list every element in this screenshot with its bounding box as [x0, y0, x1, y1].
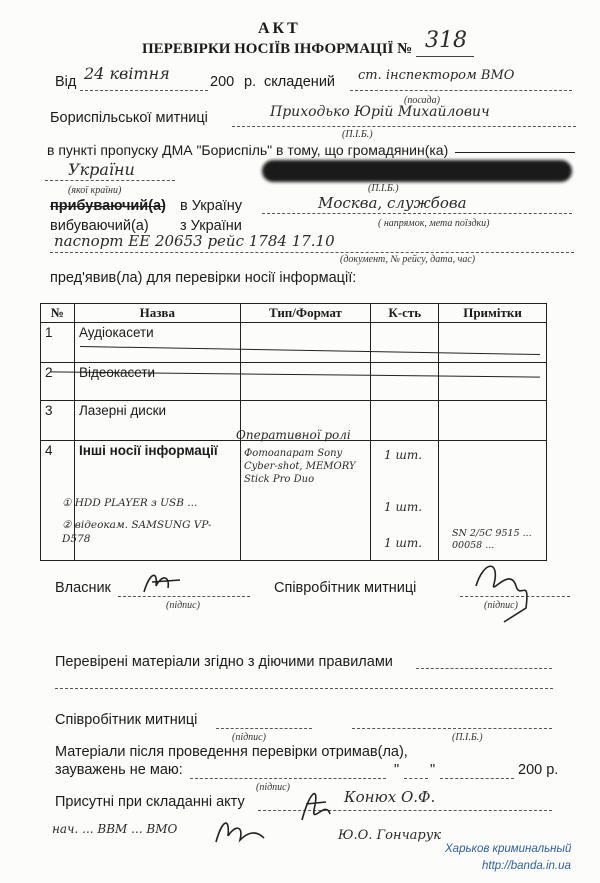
- watermark-title: Харьков криминальный: [445, 843, 572, 855]
- notes-handwritten: SN 2/5C 9515 ... 00058 ...: [452, 528, 532, 551]
- row-qty-cell: [371, 323, 439, 363]
- table-row: [41, 323, 547, 363]
- table-header-row: [41, 304, 547, 323]
- present-label: Присутні при складанні акту: [55, 794, 245, 810]
- row-name: Відеокасети: [74, 363, 240, 401]
- row-qty-cell: [371, 401, 439, 441]
- customs-label: Бориспільської митниці: [50, 110, 208, 126]
- country-line: [45, 180, 175, 181]
- row-number: 2: [41, 363, 75, 401]
- row4-format-handwritten: Фотоапарат Sony Cyber-shot, MEMORY Stick Pro Duo: [244, 448, 356, 485]
- quote-open: ": [394, 762, 400, 778]
- quantity-2-handwritten: 1 шт.: [384, 500, 423, 514]
- row-qty-cell: [371, 363, 439, 401]
- date-line: [80, 90, 208, 91]
- no-remarks-label: зауважень не маю:: [55, 762, 183, 778]
- officer-line: [232, 126, 576, 127]
- row3-format-handwritten: Оперативної ролі: [236, 428, 351, 442]
- document-caption: (документ, № рейсу, дата, час): [340, 254, 476, 265]
- present-signature-icon: [296, 780, 336, 830]
- officer-signature-icon: [470, 556, 540, 626]
- received-signature-line: [190, 778, 386, 779]
- position-caption: (посада): [404, 95, 440, 106]
- row-format-cell: [240, 323, 371, 363]
- quantity-1-handwritten: 1 шт.: [384, 448, 423, 462]
- compiled-label: складений: [264, 74, 336, 90]
- received-day-line: [404, 778, 428, 779]
- officer-label-2: Співробітник митниці: [55, 712, 198, 728]
- row-number: 4: [41, 441, 75, 561]
- quote-close: ": [430, 762, 436, 778]
- row-notes-cell: [439, 323, 547, 363]
- row-name: Лазерні диски: [74, 401, 240, 441]
- checkpoint-label: в пункті пропуску ДМА "Бориспіль" в тому, що громадянин(ка): [47, 142, 449, 158]
- received-month-line: [440, 778, 514, 779]
- received-label: Матеріали після проведення перевірки отримав(ла),: [55, 744, 408, 760]
- year-label: 200 р.: [518, 762, 559, 778]
- row-notes-cell: [439, 401, 547, 441]
- act-number-line: [416, 56, 474, 57]
- from-label: Від: [55, 74, 77, 90]
- position-line: [350, 90, 572, 91]
- owner-label: Власник: [55, 580, 111, 596]
- officer-name-caption: (П.І.Б.): [342, 129, 373, 140]
- year-suffix: р.: [244, 74, 257, 90]
- bottom-signature-icon: [210, 812, 270, 852]
- year-printed: 200: [210, 74, 235, 90]
- row-name: Інші носії інформації: [74, 441, 240, 561]
- owner-signature-caption: (підпис): [166, 600, 200, 611]
- redacted-citizen-name: [262, 160, 572, 182]
- row-number: 1: [41, 323, 75, 363]
- officer2-signature-line: [216, 728, 312, 729]
- row-notes-cell: [439, 363, 547, 401]
- table-row: [41, 363, 547, 401]
- checkpoint-strike: [455, 152, 575, 153]
- officer-signature-caption: (підпис): [484, 600, 518, 611]
- position-handwritten: ст. інспектором ВМО: [358, 68, 515, 83]
- checked-line-2: [55, 688, 553, 689]
- from-ukraine: з України: [180, 218, 242, 234]
- quantity-3-handwritten: 1 шт.: [384, 536, 423, 550]
- officer-handwritten: Приходько Юрій Михайлович: [270, 104, 490, 120]
- into-ukraine: в Україну: [180, 198, 243, 214]
- arriving-label: прибуваючий(а): [50, 198, 166, 214]
- row4-item1-handwritten: ① HDD PLAYER з USB ...: [62, 497, 198, 509]
- owner-signature-icon: [140, 566, 184, 596]
- bottom-left-handwritten: нач. ... ВВМ ... ВМО: [52, 822, 178, 836]
- country-caption: (якої країни): [68, 185, 122, 196]
- document-line: [50, 252, 574, 253]
- row-name: Аудіокасети: [74, 323, 240, 363]
- presented-label: пред'явив(ла) для перевірки носії інформації:: [50, 270, 357, 286]
- direction-caption: ( напрямок, мета поїздки): [378, 218, 490, 229]
- col-header-number: №: [41, 304, 75, 323]
- row-format-cell: [240, 363, 371, 401]
- officer-signature-label: Співробітник митниці: [274, 580, 417, 596]
- officer2-name-caption: (П.І.Б.): [452, 732, 483, 743]
- received-signature-caption: (підпис): [256, 782, 290, 793]
- date-handwritten: 24 квітня: [84, 64, 170, 83]
- present-handwritten-1: Конюх О.Ф.: [344, 788, 436, 806]
- col-header-name: Назва: [74, 304, 240, 323]
- direction-handwritten: Москва, службова: [318, 194, 467, 212]
- act-number: 318: [425, 28, 467, 53]
- watermark-link[interactable]: http://banda.in.ua: [482, 860, 571, 872]
- row-number: 3: [41, 401, 75, 441]
- direction-line: [262, 213, 572, 214]
- owner-signature-line: [118, 596, 250, 597]
- col-header-quantity: К-сть: [371, 304, 439, 323]
- present-handwritten-2: Ю.О. Гончарук: [338, 828, 442, 843]
- act-subtitle: ПЕРЕВІРКИ НОСІЇВ ІНФОРМАЦІЇ №: [142, 41, 413, 57]
- officer2-signature-caption: (підпис): [232, 732, 266, 743]
- departing-label: вибуваючий(а): [50, 218, 149, 234]
- checked-label: Перевірені матеріали згідно з діючими правилами: [55, 654, 393, 670]
- officer2-name-line: [352, 728, 552, 729]
- col-header-format: Тип/Формат: [240, 304, 371, 323]
- act-title: АКТ: [258, 20, 301, 37]
- col-header-notes: Примітки: [439, 304, 547, 323]
- citizen-name-caption: (П.І.Б.): [368, 183, 399, 194]
- row4-item2-handwritten: ② відеокам. SAMSUNG VP-D578: [62, 519, 212, 545]
- checked-line: [416, 668, 552, 669]
- document-handwritten: паспорт ЕЕ 20653 рейс 1784 17.10: [54, 232, 335, 250]
- arriving-strike: [50, 206, 164, 207]
- country-handwritten: України: [68, 160, 135, 179]
